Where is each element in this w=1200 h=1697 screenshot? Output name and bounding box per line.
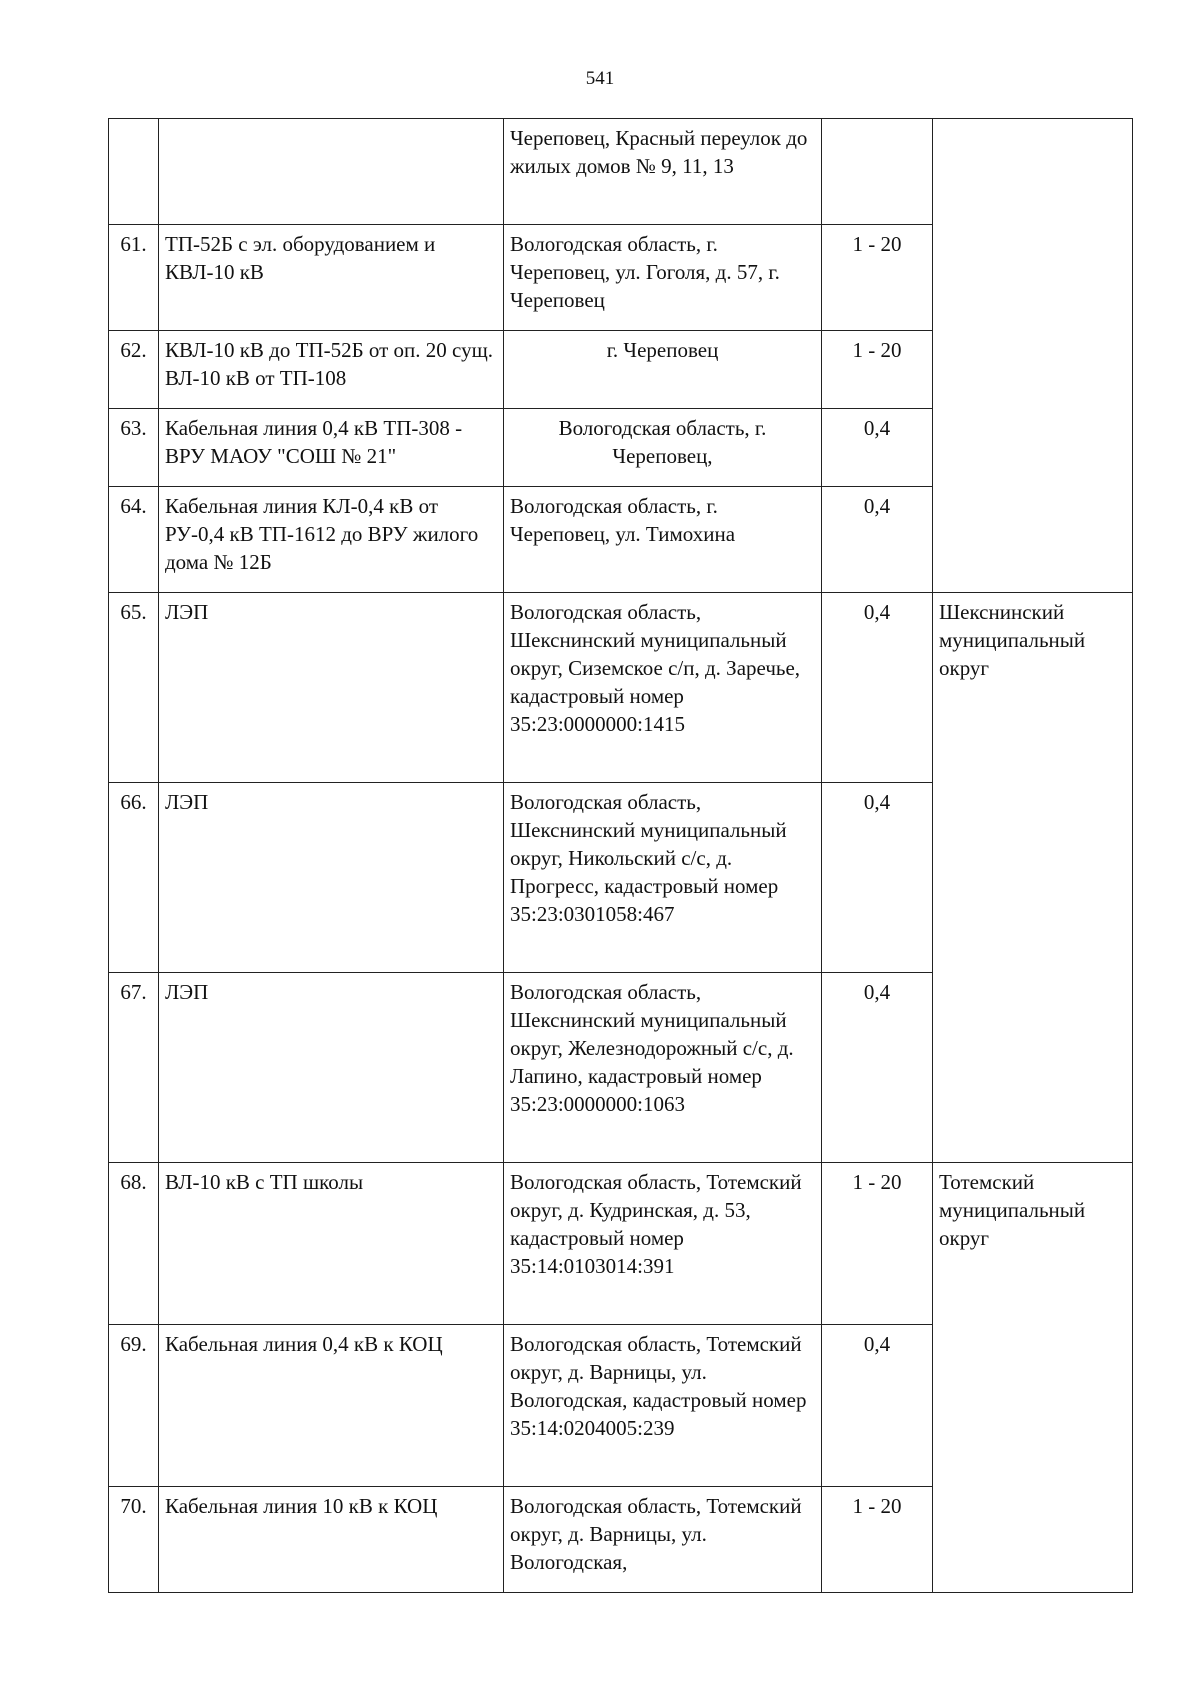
object-name: КВЛ-10 кВ до ТП-52Б от оп. 20 сущ. ВЛ-10 кВ от ТП-108 [159,331,504,409]
district-cell: Тотемский муниципальный округ [933,1163,1133,1593]
row-number: 64. [109,487,159,593]
voltage-class: 0,4 [822,783,933,973]
object-name: ТП-52Б с эл. оборудованием и КВЛ-10 кВ [159,225,504,331]
object-address: Вологодская область, Тотемский округ, д. Варницы, ул. Вологодская, кадастровый номер 35:14:0204005:239 [504,1325,822,1487]
district-cell: Шекснинский муниципальный округ [933,593,1133,1163]
property-table [108,118,1133,1593]
object-address: Вологодская область, Шекснинский муниципальный округ, Сиземское с/п, д. Заречье, кадастровый номер 35:23:0000000:1415 [504,593,822,783]
voltage-class: 0,4 [822,409,933,487]
voltage-class: 1 - 20 [822,1163,933,1325]
district-cell [933,119,1133,593]
object-address: Вологодская область, г. Череповец, [504,409,822,487]
table-row [109,593,1133,783]
object-name: ЛЭП [159,783,504,973]
object-name: ЛЭП [159,973,504,1163]
row-number: 66. [109,783,159,973]
object-name: ЛЭП [159,593,504,783]
object-name: Кабельная линия 10 кВ к КОЦ [159,1487,504,1593]
voltage-class: 1 - 20 [822,225,933,331]
object-address: Вологодская область, Шекснинский муниципальный округ, Никольский с/с, д. Прогресс, кадастровый номер 35:23:0301058:467 [504,783,822,973]
row-number: 70. [109,1487,159,1593]
voltage-class [822,119,933,225]
object-name: Кабельная линия 0,4 кВ к КОЦ [159,1325,504,1487]
object-address: Вологодская область, г. Череповец, ул. Тимохина [504,487,822,593]
object-address: Вологодская область, г. Череповец, ул. Гоголя, д. 57, г. Череповец [504,225,822,331]
object-name: Кабельная линия 0,4 кВ ТП-308 - ВРУ МАОУ "СОШ № 21" [159,409,504,487]
voltage-class: 0,4 [822,487,933,593]
row-number: 62. [109,331,159,409]
voltage-class: 1 - 20 [822,1487,933,1593]
table-row [109,119,1133,225]
object-name [159,119,504,225]
object-address: Вологодская область, Шекснинский муниципальный округ, Железнодорожный с/с, д. Лапино, кадастровый номер 35:23:0000000:1063 [504,973,822,1163]
row-number: 67. [109,973,159,1163]
object-address: Череповец, Красный переулок до жилых домов № 9, 11, 13 [504,119,822,225]
object-address: Вологодская область, Тотемский округ, д. Кудринская, д. 53, кадастровый номер 35:14:0103014:391 [504,1163,822,1325]
row-number: 68. [109,1163,159,1325]
table-row [109,1163,1133,1325]
voltage-class: 1 - 20 [822,331,933,409]
row-number: 69. [109,1325,159,1487]
row-number: 65. [109,593,159,783]
row-number [109,119,159,225]
row-number: 63. [109,409,159,487]
object-name: ВЛ-10 кВ с ТП школы [159,1163,504,1325]
object-address: г. Череповец [504,331,822,409]
row-number: 61. [109,225,159,331]
object-name: Кабельная линия КЛ-0,4 кВ от РУ-0,4 кВ ТП-1612 до ВРУ жилого дома № 12Б [159,487,504,593]
voltage-class: 0,4 [822,973,933,1163]
voltage-class: 0,4 [822,593,933,783]
voltage-class: 0,4 [822,1325,933,1487]
page-number: 541 [585,68,615,89]
object-address: Вологодская область, Тотемский округ, д. Варницы, ул. Вологодская, [504,1487,822,1593]
